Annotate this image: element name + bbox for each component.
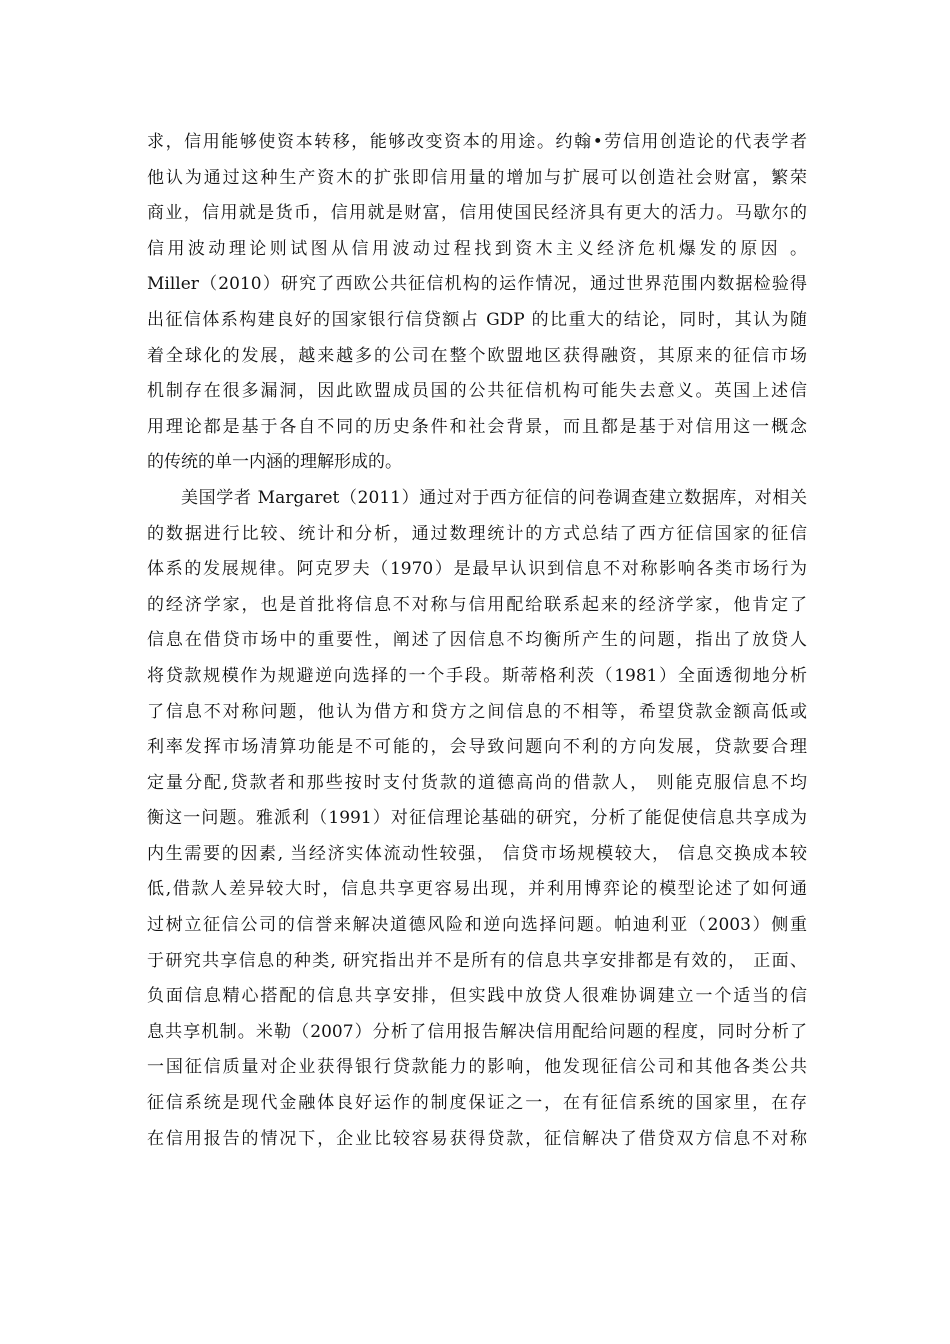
text-line: 了信息不对称问题，他认为借方和贷方之间信息的不相等，希望贷款金额高低或 xyxy=(147,701,807,722)
text-line: 求，信用能够使资本转移，能够改变资本的用途。约翰•劳信用创造论的代表学者 xyxy=(147,132,807,152)
text-line: 内生需要的因素, 当经济实体流动性较强， 信贷市场规模较大， 信息交换成本较 xyxy=(147,843,807,864)
text-line: 用理论都是基于各自不同的历史条件和社会背景，而且都是基于对信用这一概念 xyxy=(147,416,807,437)
text-line: 一国征信质量对企业获得银行贷款能力的影响，他发现征信公司和其他各类公共 xyxy=(147,1057,807,1078)
text-line: 他认为通过这种生产资木的扩张即信用量的增加与扩展可以创造社会财富，繁荣 xyxy=(147,167,807,188)
text-line: 的经济学家，也是首批将信息不对称与信用配给联系起来的经济学家，他肯定了 xyxy=(147,594,807,615)
text-line: 低,借款人差异较大时，信息共享更容易出现，并利用博弈论的模型论述了如何通 xyxy=(147,879,807,900)
body-text xyxy=(147,125,807,1157)
text-line: 信用波动理论则试图从信用波动过程找到资木主义经济危机爆发的原因 。 xyxy=(147,238,807,259)
text-line: 利率发挥市场清算功能是不可能的，会导致问题向不利的方向发展，贷款要合理 xyxy=(147,737,807,758)
text-line: 将贷款规模作为规避逆向选择的一个手段。斯蒂格利茨（1981）全面透彻地分析 xyxy=(147,665,807,686)
text-line: 征信系统是现代金融体良好运作的制度保证之一，在有征信系统的国家里，在存 xyxy=(147,1093,807,1114)
text-line: 商业，信用就是货币，信用就是财富，信用使国民经济具有更大的活力。马歇尔的 xyxy=(147,203,807,224)
text-line: 息共享机制。米勒（2007）分析了信用报告解决信用配给问题的程度，同时分析了 xyxy=(147,1021,807,1042)
text-line: 负面信息精心搭配的信息共享安排，但实践中放贷人很难协调建立一个适当的信 xyxy=(147,986,807,1007)
text-line: 过树立征信公司的信誉来解决道德风险和逆向选择问题。帕迪利亚（2003）侧重 xyxy=(147,915,807,936)
text-line: 于研究共享信息的种类, 研究指出并不是所有的信息共享安排都是有效的， 正面、 xyxy=(147,950,807,971)
text-line: 机制存在很多漏洞，因此欧盟成员国的公共征信机构可能失去意义。英国上述信 xyxy=(147,381,807,402)
text-line: 的传统的单一内涵的理解形成的。 xyxy=(147,452,402,473)
text-line: 的数据进行比较、统计和分析，通过数理统计的方式总结了西方征信国家的征信 xyxy=(147,523,807,544)
text-line: 在信用报告的情况下，企业比较容易获得贷款，征信解决了借贷双方信息不对称 xyxy=(147,1128,807,1149)
text-line: 体系的发展规律。阿克罗夫（1970）是最早认识到信息不对称影响各类市场行为 xyxy=(147,559,807,580)
text-line: Miller（2010）研究了西欧公共征信机构的运作情况，通过世界范围内数据检验得 xyxy=(147,274,807,295)
text-line: 着全球化的发展，越来越多的公司在整个欧盟地区获得融资，其原来的征信市场 xyxy=(147,345,807,366)
paragraph-first-line: 美国学者 Margaret（2011）通过对于西方征信的问卷调查建立数据库，对相关 xyxy=(181,487,807,508)
text-line: 定量分配,贷款者和那些按时支付货款的道德高尚的借款人， 则能克服信息不均 xyxy=(147,772,807,793)
text-line: 衡这一问题。雅派利（1991）对征信理论基础的研究，分析了能促使信息共享成为 xyxy=(147,808,807,829)
text-line: 信息在借贷市场中的重要性，阐述了因信息不均衡所产生的问题，指出了放贷人 xyxy=(147,630,807,651)
text-line: 出征信体系构建良好的国家银行信贷额占 GDP 的比重大的结论，同时，其认为随 xyxy=(147,309,807,330)
